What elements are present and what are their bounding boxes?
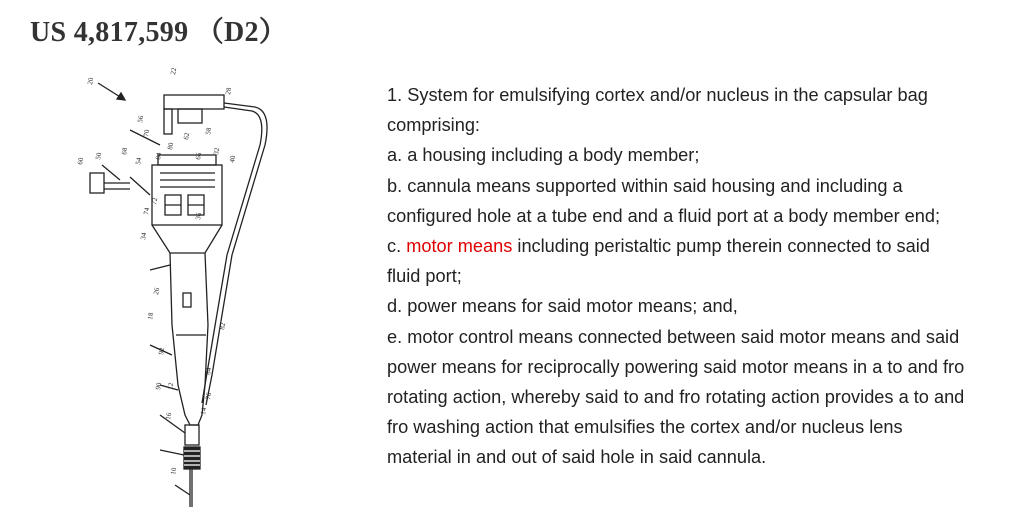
claim-line: comprising: (387, 115, 480, 136)
claim-line: configured hole at a tube end and a fluid port at a body member end; (387, 205, 941, 226)
svg-text:62: 62 (182, 132, 192, 141)
claim-line (387, 231, 1027, 261)
svg-text:54: 54 (134, 157, 144, 166)
clamp-post (164, 109, 172, 134)
top-clamp (164, 95, 224, 109)
highlighted-term: motor means (406, 236, 513, 257)
body-taper (152, 225, 222, 253)
claim-line: material in and out of said hole in said cannula. (387, 447, 767, 468)
svg-text:40: 40 (228, 155, 238, 164)
svg-text:80: 80 (166, 142, 176, 151)
svg-text:82: 82 (218, 322, 228, 331)
svg-text:12: 12 (166, 382, 176, 391)
svg-text:70: 70 (142, 129, 152, 138)
svg-text:66: 66 (194, 152, 204, 161)
claim-line: power means for reciprocally powering said motor means in a to and fro (387, 356, 965, 377)
svg-text:50: 50 (94, 152, 104, 161)
patent-drawing (60, 55, 360, 525)
svg-text:32: 32 (212, 147, 222, 156)
claim-line: fro washing action that emulsifies the cortex and/or nucleus lens (387, 417, 903, 438)
svg-text:84: 84 (204, 367, 214, 376)
window (183, 293, 191, 307)
claim-rest: including peristaltic pump therein connected to said (512, 236, 930, 257)
svg-text:90: 90 (154, 382, 164, 391)
svg-text:60: 60 (76, 157, 86, 166)
motor-housing (152, 165, 222, 225)
claim-prefix: c. (387, 236, 407, 257)
svg-text:74: 74 (142, 207, 152, 216)
arrow-head (117, 93, 125, 100)
clamp-block (178, 109, 202, 123)
svg-text:16: 16 (164, 412, 174, 421)
svg-text:28: 28 (224, 87, 234, 96)
claim-line: rotating action, whereby said to and fro rotating action provides a to and (387, 387, 965, 408)
svg-text:26: 26 (152, 287, 162, 296)
svg-text:72: 72 (150, 197, 160, 206)
svg-text:34: 34 (139, 232, 149, 241)
claim-line: e. motor control means connected between said motor means and said (387, 326, 960, 347)
claim-line: b. cannula means supported within said housing and including a (387, 175, 903, 196)
svg-text:10: 10 (169, 467, 179, 476)
drawing-labels (76, 67, 237, 476)
claim-line: a. a housing including a body member; (387, 145, 700, 166)
nose (185, 425, 199, 445)
svg-text:92: 92 (157, 347, 167, 356)
page-title: US 4,817,599 （D2） (30, 17, 288, 48)
thumb-screw (90, 173, 104, 193)
claim-line: fluid port; (387, 266, 462, 287)
svg-text:20: 20 (86, 77, 96, 86)
claim-line: 1. System for emulsifying cortex and/or nucleus in the capsular bag (387, 85, 928, 105)
svg-text:14: 14 (199, 407, 209, 416)
svg-text:18: 18 (146, 312, 156, 321)
svg-text:22: 22 (169, 67, 179, 76)
claim-line: d. power means for said motor means; and, (387, 296, 738, 317)
svg-text:58: 58 (204, 127, 214, 136)
motor-top (158, 155, 216, 165)
svg-text:56: 56 (136, 115, 146, 124)
svg-text:36: 36 (194, 212, 204, 221)
claim-text (387, 80, 1027, 473)
svg-text:68: 68 (120, 147, 130, 156)
svg-text:76: 76 (204, 392, 214, 401)
svg-text:64: 64 (154, 152, 164, 161)
collet (184, 447, 200, 469)
